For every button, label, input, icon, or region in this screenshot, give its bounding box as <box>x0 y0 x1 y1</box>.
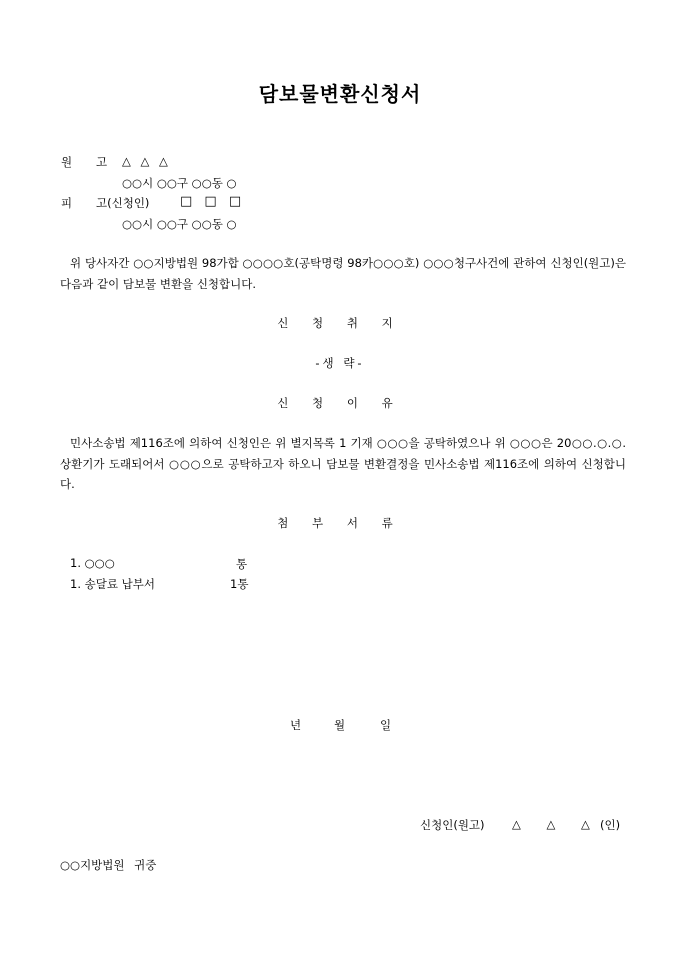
attachment-qty: 통 <box>236 557 248 571</box>
purpose-heading: 신 청 취 지 <box>277 316 403 330</box>
signature-label: 신청인(원고) <box>420 818 485 832</box>
purpose-body: -생 략- <box>315 356 365 370</box>
date-year: 년 <box>290 718 302 732</box>
date-month: 월 <box>334 718 346 732</box>
defendant-name: □ □ □ <box>180 194 246 209</box>
plaintiff-label-a: 원 <box>61 155 73 169</box>
reason-heading: 신 청 이 유 <box>277 396 403 410</box>
attachment-qty: 1통 <box>230 577 249 591</box>
defendant-label-b: 고(신청인) <box>96 196 150 210</box>
attachment-item: 1. ○○○ <box>70 556 115 570</box>
intro-paragraph: 위 당사자간 ○○지방법원 98가합 ○○○○호(공탁명령 98카○○○호) ○○○청구사건에 관하여 신청인(원고)은 다음과 같이 담보물 변환을 신청합니다. <box>60 256 626 291</box>
plaintiff-address: ○○시 ○○구 ○○동 ○ <box>122 176 237 190</box>
date-day: 일 <box>380 718 392 732</box>
defendant-address: ○○시 ○○구 ○○동 ○ <box>122 217 237 231</box>
plaintiff-label-b: 고 <box>96 155 108 169</box>
document-title: 담보물변환신청서 <box>258 82 422 106</box>
plaintiff-name: △ △ △ <box>122 154 171 168</box>
signature-name: △ △ △ <box>512 817 601 831</box>
defendant-label-a: 피 <box>61 196 73 210</box>
attachments-heading: 첨 부 서 류 <box>277 516 403 530</box>
seal-mark: (인) <box>600 818 621 832</box>
attachment-item: 1. 송달료 납부서 <box>70 577 155 591</box>
court-addressee: ○○지방법원 귀중 <box>60 858 157 872</box>
reason-paragraph: 민사소송법 제116조에 의하여 신청인은 위 별지목록 1 기재 ○○○을 공탁하였으나 위 ○○○은 20○○.○.○. 상환기가 도래되어서 ○○○으로 공탁하고자 하오니 담보물 변환결정을 민사소송법 제116조에 의하여 신청합니다. <box>60 436 626 491</box>
